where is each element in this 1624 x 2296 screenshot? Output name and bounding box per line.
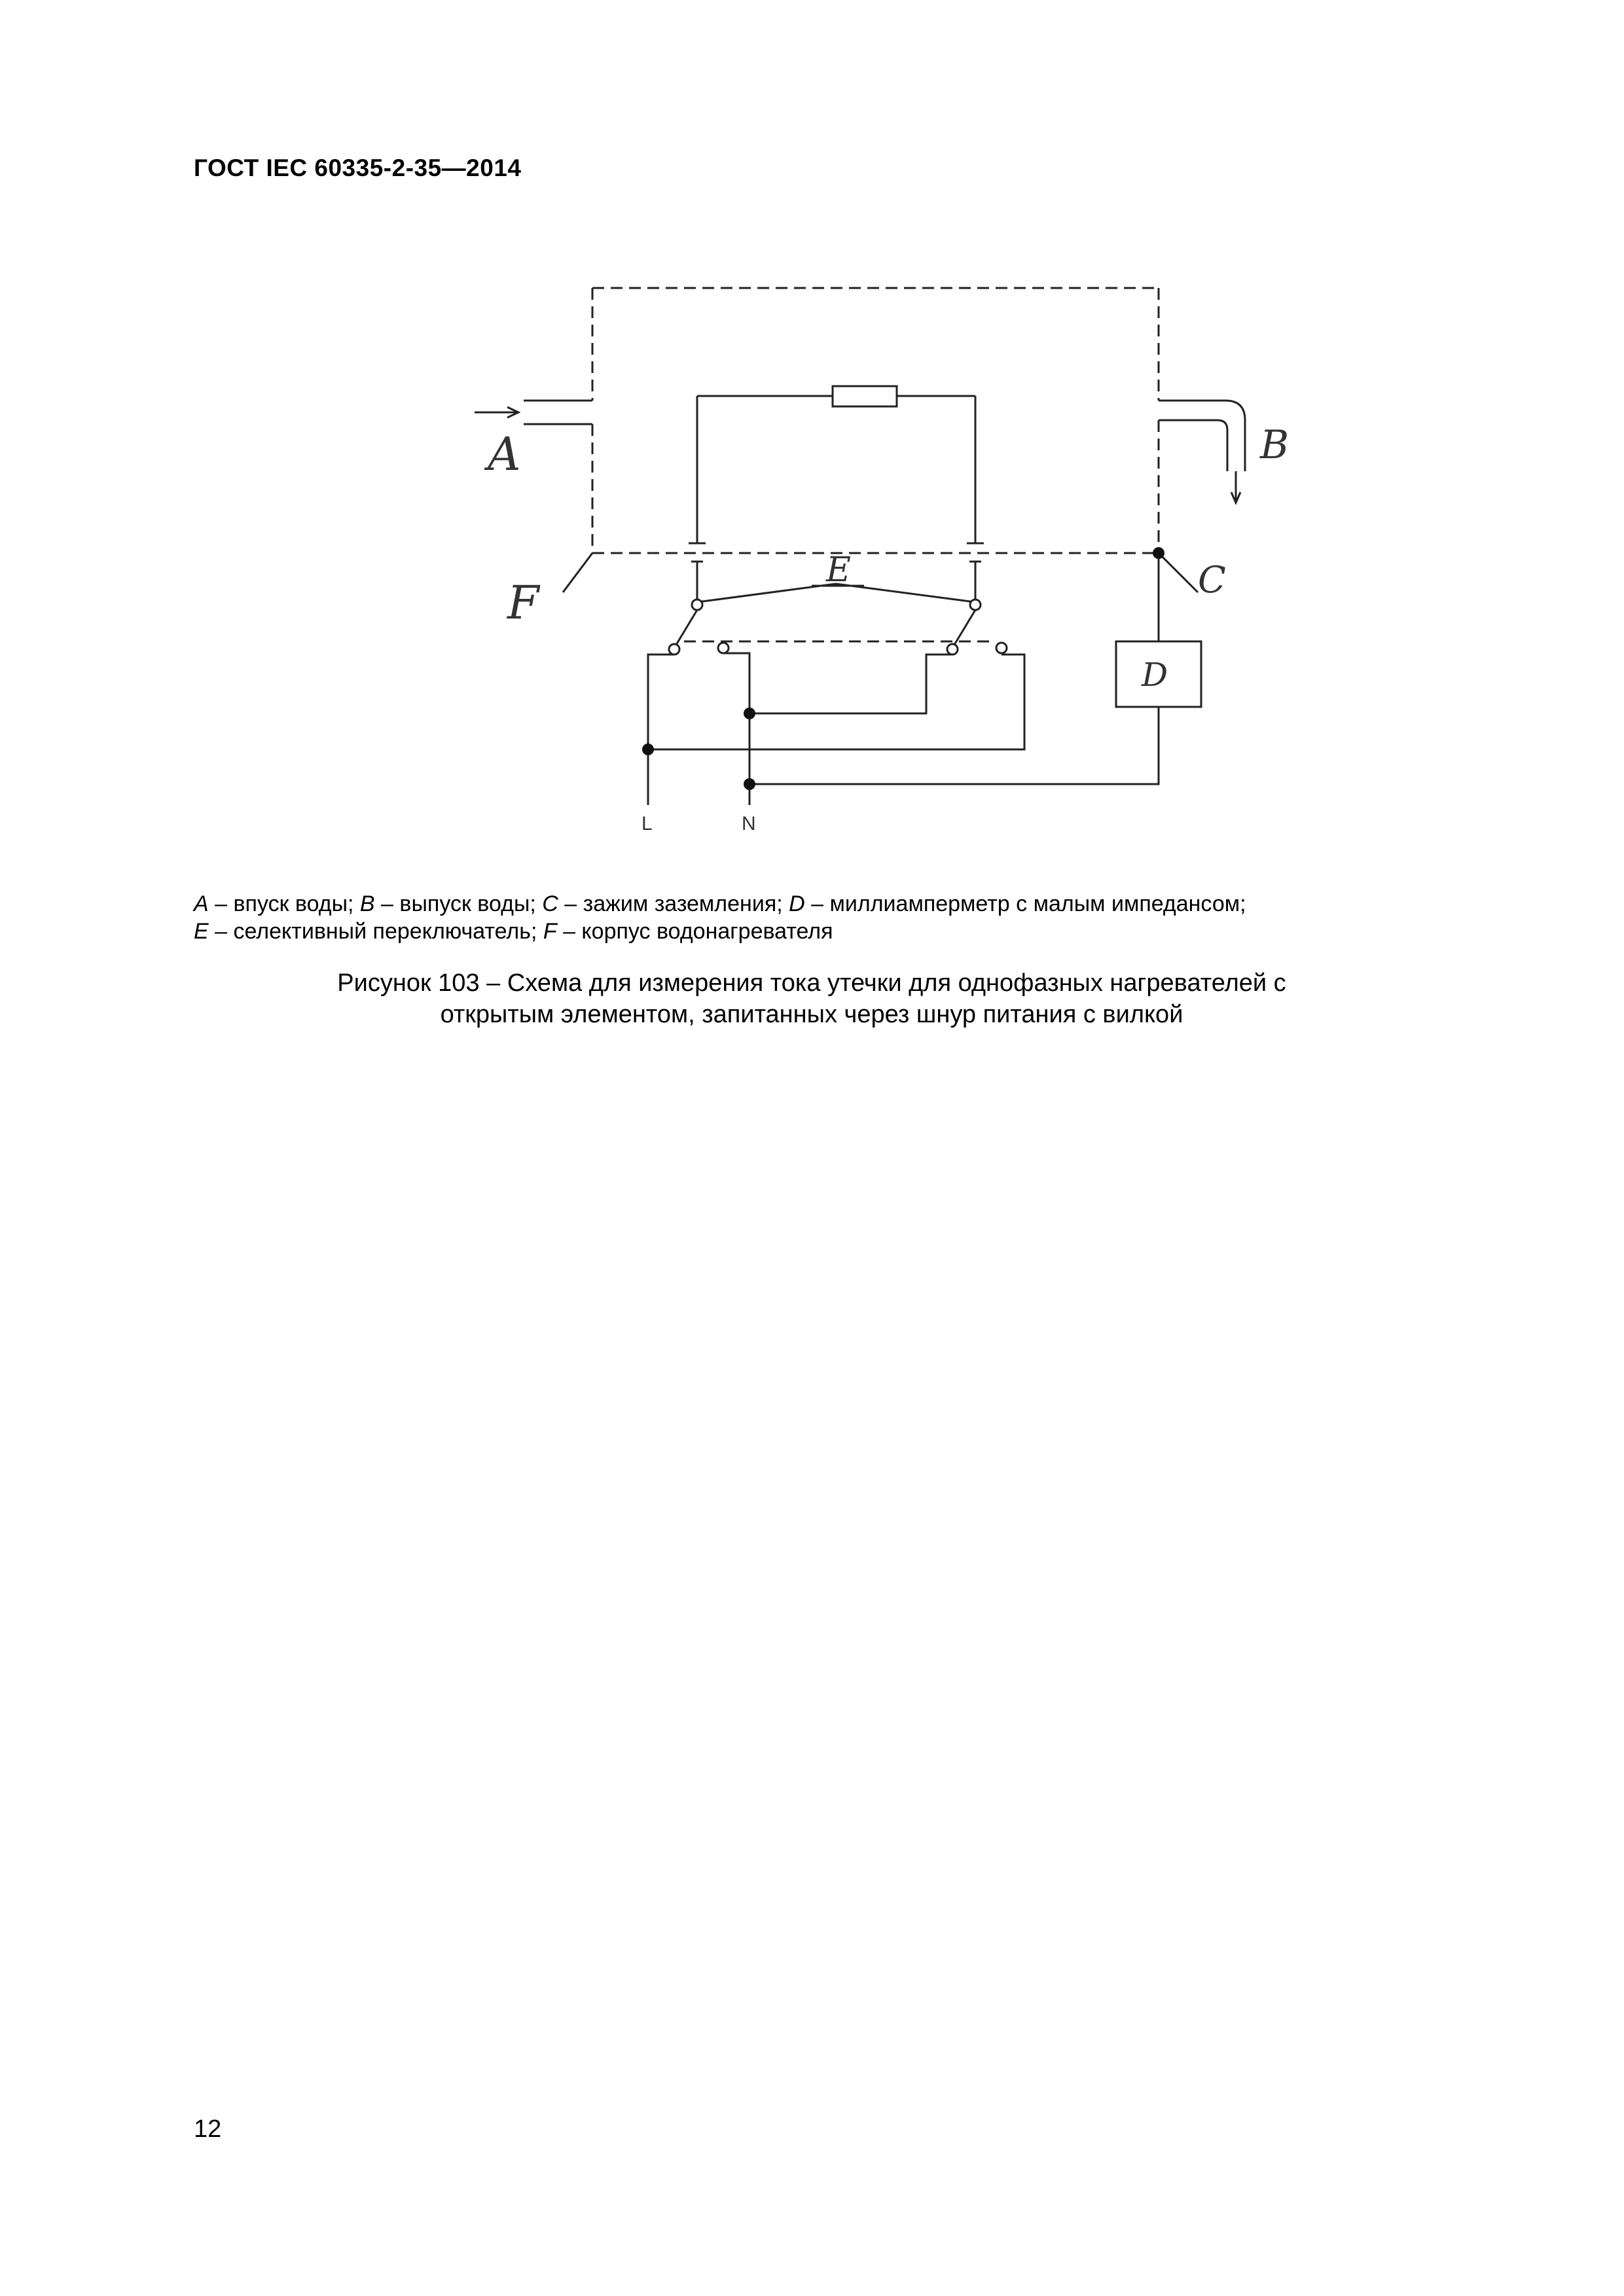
junction-dots — [642, 547, 1164, 790]
figure-legend — [194, 890, 1246, 945]
water-outlet-pipe — [1159, 401, 1245, 503]
leakage-current-circuit-diagram — [0, 0, 1624, 851]
label-B: B — [1260, 422, 1290, 468]
label-D: D — [1142, 656, 1168, 694]
caption-line-1: Рисунок 103 – Схема для измерения тока утечки для однофазных нагревателей с — [337, 969, 1286, 997]
page-number: 12 — [194, 2115, 222, 2143]
legend-line-1: A – впуск воды; B – выпуск воды; C – зажим заземления; D – миллиамперметр с малым импедансом; — [194, 891, 1246, 916]
caption-line-2: открытым элементом, запитанных через шнур питания с вилкой — [440, 1001, 1183, 1028]
label-A: A — [488, 427, 521, 481]
figure-caption — [194, 967, 1430, 1030]
label-C: C — [1198, 559, 1226, 601]
label-N: N — [742, 813, 756, 834]
legend-line-2: E – селективный переключатель; F – корпус водонагревателя — [194, 919, 833, 944]
label-F: F — [507, 576, 539, 630]
label-E: E — [826, 550, 851, 590]
selector-switch — [669, 584, 1007, 655]
label-L: L — [641, 813, 653, 834]
water-inlet-pipe — [475, 401, 592, 424]
document-header: ГОСТ IEC 60335-2-35—2014 — [194, 154, 522, 181]
supply-wiring — [648, 653, 1159, 805]
